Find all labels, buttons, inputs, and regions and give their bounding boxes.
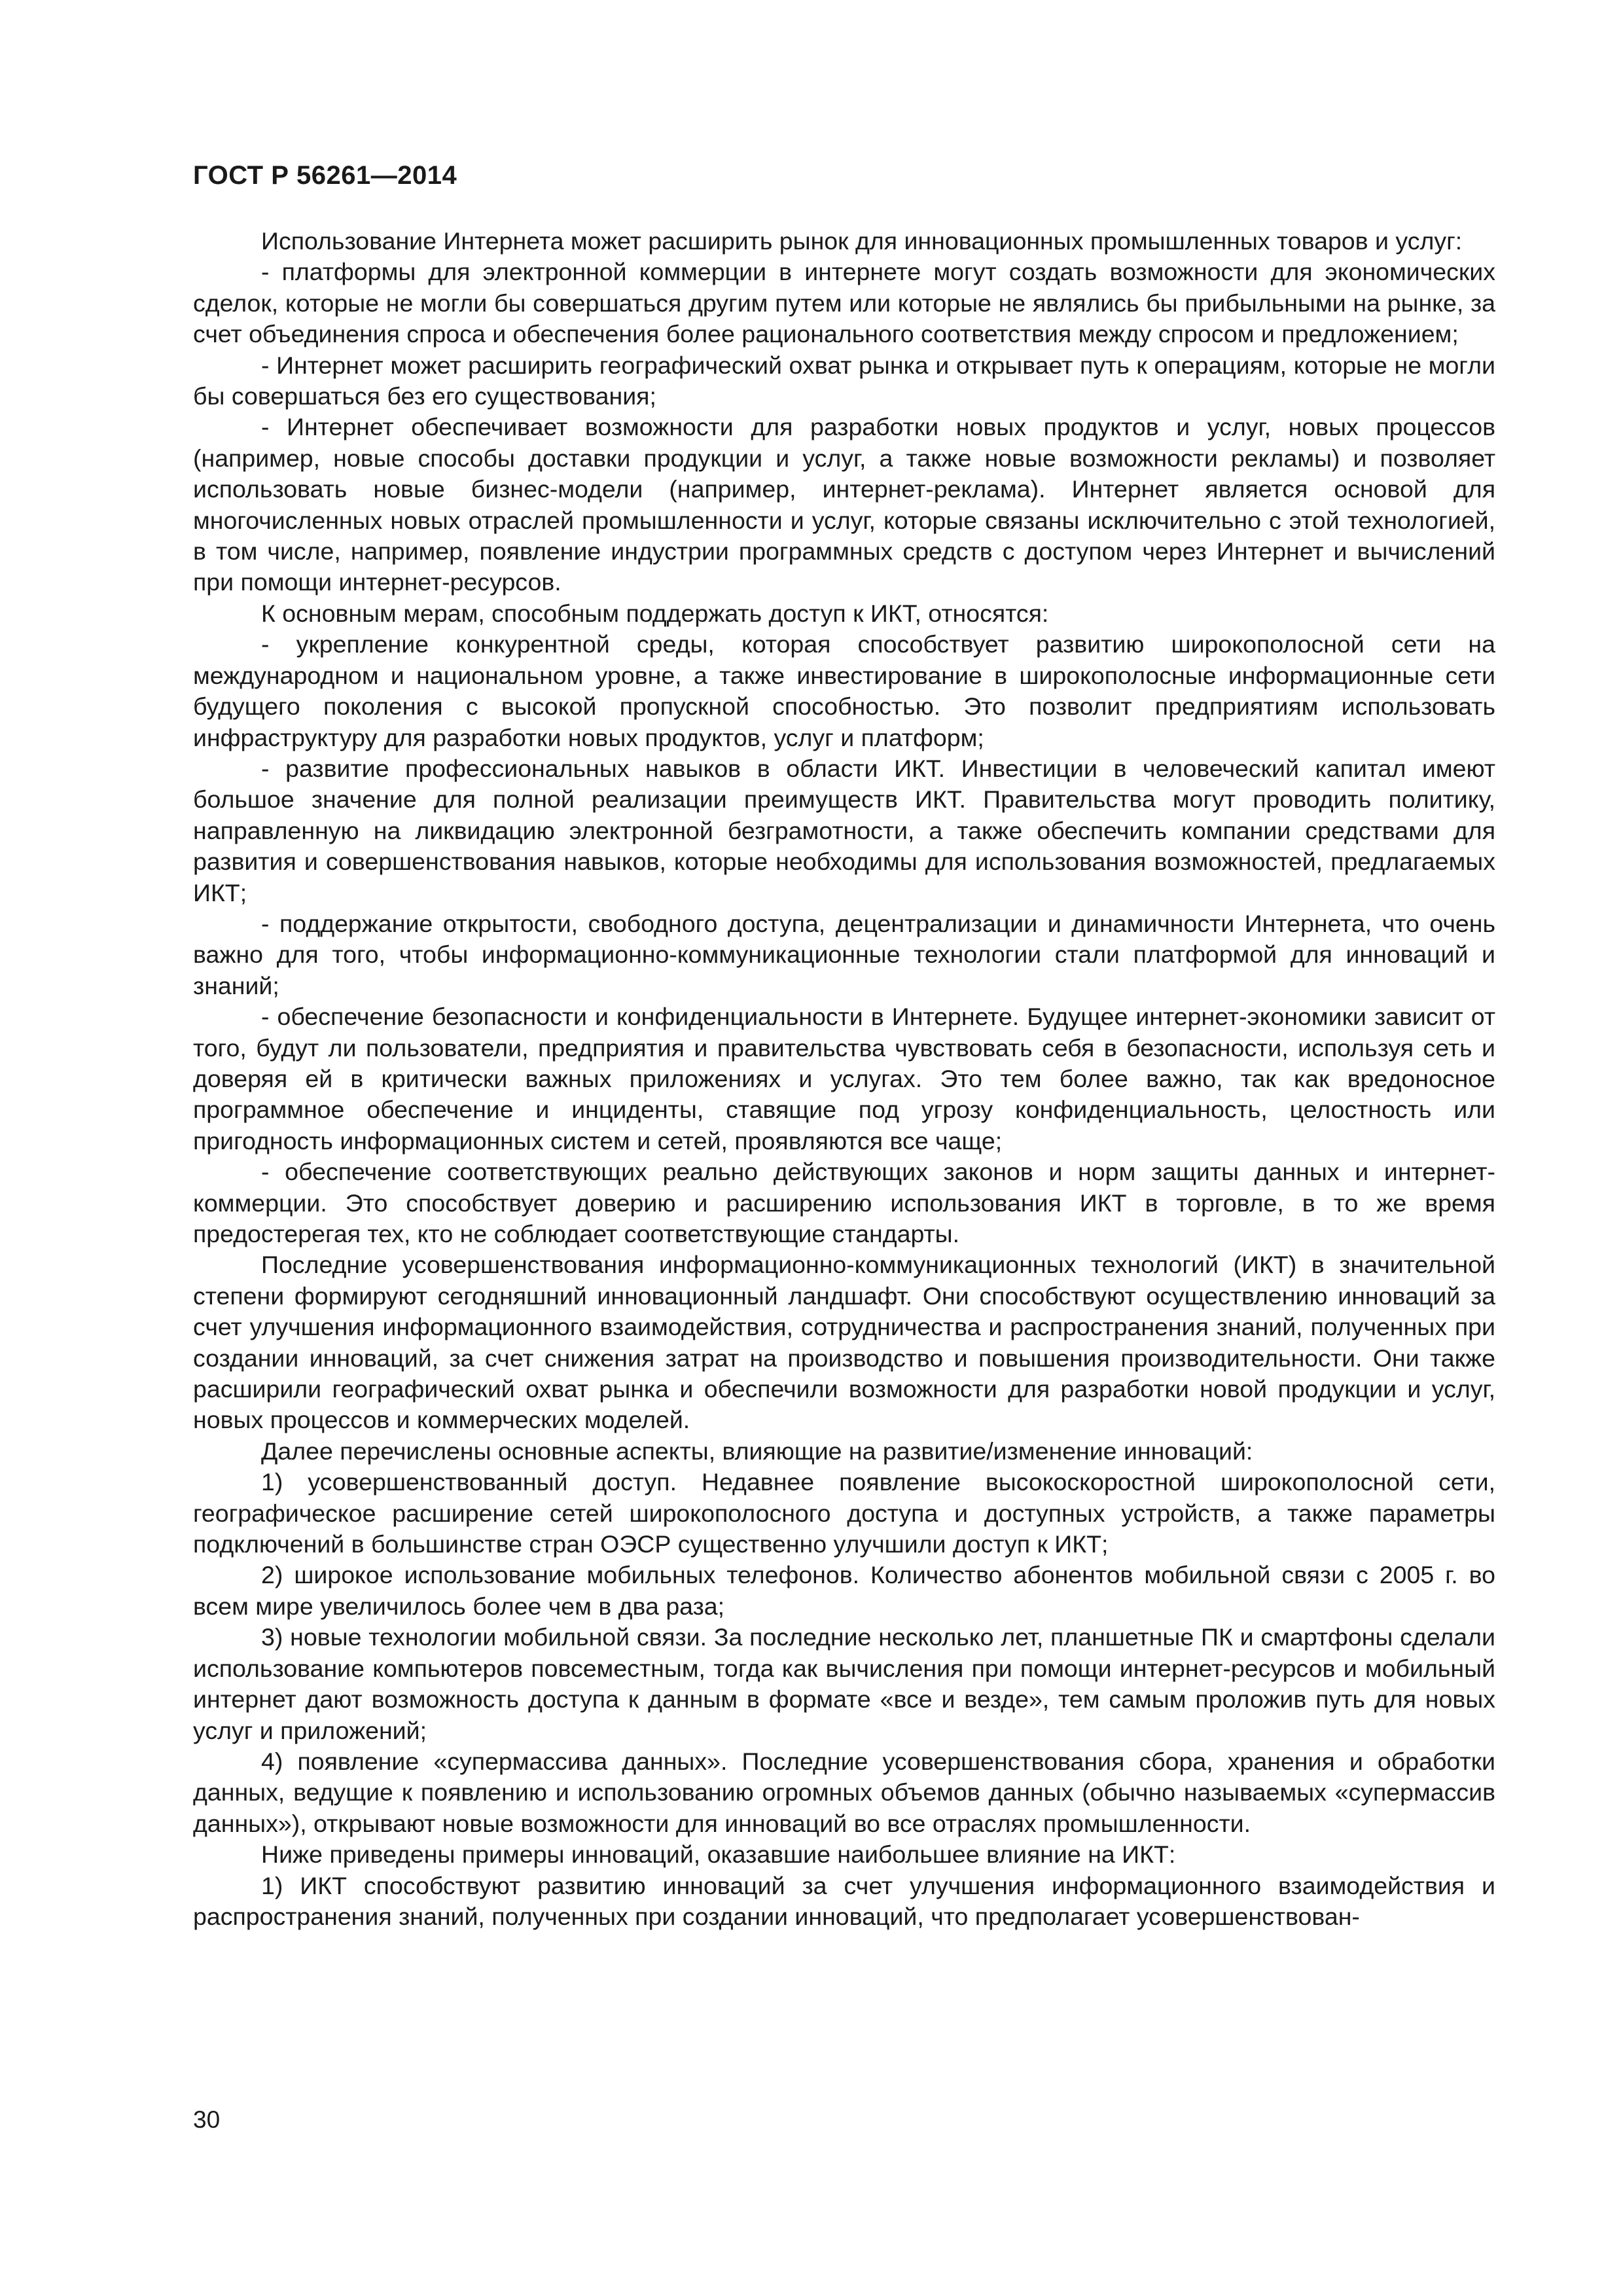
paragraph: Последние усовершенствования информационно-коммуникационных технологий (ИКТ) в значительной степени формируют сегодняшний инновационный ландшафт. Они способствуют осуществлению инноваций за счет улучшения информационного взаимодействия, сотрудничества и распространения знаний, полученных при создании инноваций, за счет снижения затрат на производство и повышения производительности. Они также расширили географический охват рынка и обеспечили возможности для разработки новой продукции и услуг, новых процессов и коммерческих моделей. — [193, 1251, 1495, 1434]
list-item: - платформы для электронной коммерции в интернете могут создать возможности для экономических сделок, которые не могли бы совершаться другим путем или которые не являлись бы прибыльными на рынке, за счет объединения спроса и обеспечения более рационального соответствия между спросом и предложением; — [193, 258, 1495, 348]
list-item: 4) появление «супермассива данных». Последние усовершенствования сбора, хранения и обработки данных, ведущие к появлению и использованию огромных объемов данных (обычно называемых «супермассив данных»), открывают новые возможности для инноваций во все отраслях промышленности. — [193, 1747, 1495, 1837]
list-item: - развитие профессиональных навыков в области ИКТ. Инвестиции в человеческий капитал имеют большое значение для полной реализации преимуществ ИКТ. Правительства могут проводить политику, направленную на ликвидацию электронной безграмотности, а также обеспечить компании средствами для развития и совершенствования навыков, которые необходимы для использования возможностей, предлагаемых ИКТ; — [193, 754, 1495, 906]
page-number: 30 — [193, 2106, 221, 2133]
list-item: - поддержание открытости, свободного доступа, децентрализации и динамичности Интернета, что очень важно для того, чтобы информационно-коммуникационные технологии стали платформой для инноваций и знаний; — [193, 909, 1495, 999]
list-item: - Интернет обеспечивает возможности для разработки новых продуктов и услуг, новых процессов (например, новые способы доставки продукции и услуг, а также новые возможности рекламы) и позволяет использовать новые бизнес-модели (например, интернет-реклама). Интернет является основой для многочисленных новых отраслей промышленности и услуг, которые связаны исключительно с этой технологией, в том числе, например, появление индустрии программных средств с доступом через Интернет и вычислений при помощи интернет-ресурсов. — [193, 413, 1495, 596]
paragraph: Использование Интернета может расширить рынок для инновационных промышленных товаров и услуг: — [261, 227, 1463, 255]
list-item: - обеспечение соответствующих реально действующих законов и норм защиты данных и интернет-коммерции. Это способствует доверию и расширению использования ИКТ в торговле, в то же время предостерегая тех, кто не соблюдает соответствующие стандарты. — [193, 1158, 1495, 1247]
list-item: 1) ИКТ способствуют развитию инноваций за счет улучшения информационного взаимодействия и распространения знаний, полученных при создании инноваций, что предполагает усовершенствован- — [193, 1871, 1495, 1930]
list-item: 3) новые технологии мобильной связи. За последние несколько лет, планшетные ПК и смартфоны сделали использование компьютеров повсеместным, тогда как вычисления при помощи интернет-ресурсов и мобильный интернет дают возможность доступа к данным в формате «все и везде», тем самым проложив путь для новых услуг и приложений; — [193, 1623, 1495, 1744]
list-item: - укрепление конкурентной среды, которая способствует развитию широкополосной сети на международном и национальном уровне, а также инвестирование в широкополосные информационные сети будущего поколения с высокой пропускной способностью. Это позволит предприятиям использовать инфраструктуру для разработки новых продуктов, услуг и платформ; — [193, 630, 1495, 751]
list-item: - Интернет может расширить географический охват рынка и открывает путь к операциям, которые не могли бы совершаться без его существования; — [193, 351, 1495, 410]
paragraph: Далее перечислены основные аспекты, влияющие на развитие/изменение инноваций: — [261, 1437, 1253, 1465]
body-text — [193, 226, 1495, 1932]
list-item: 2) широкое использование мобильных телефонов. Количество абонентов мобильной связи с 2005 г. во всем мире увеличилось более чем в два раза; — [193, 1561, 1495, 1620]
paragraph: Ниже приведены примеры инноваций, оказавшие наибольшее влияние на ИКТ: — [261, 1840, 1176, 1869]
list-item: 1) усовершенствованный доступ. Недавнее появление высокоскоростной широкополосной сети, географическое расширение сетей широкополосного доступа и доступных устройств, а также параметры подключений в большинстве стран ОЭСР существенно улучшили доступ к ИКТ; — [193, 1468, 1495, 1558]
list-item: - обеспечение безопасности и конфиденциальности в Интернете. Будущее интернет-экономики зависит от того, будут ли пользователи, предприятия и правительства чувствовать себя в безопасности, используя сеть и доверяя ей в критически важных приложениях и услугах. Это тем более важно, так как вредоносное программное обеспечение и инциденты, ставящие под угрозу конфиденциальность, целостность или пригодность информационных систем и сетей, проявляются все чаще; — [193, 1003, 1495, 1155]
document-header: ГОСТ Р 56261—2014 — [193, 161, 457, 190]
paragraph: К основным мерам, способным поддержать доступ к ИКТ, относятся: — [261, 599, 1049, 627]
